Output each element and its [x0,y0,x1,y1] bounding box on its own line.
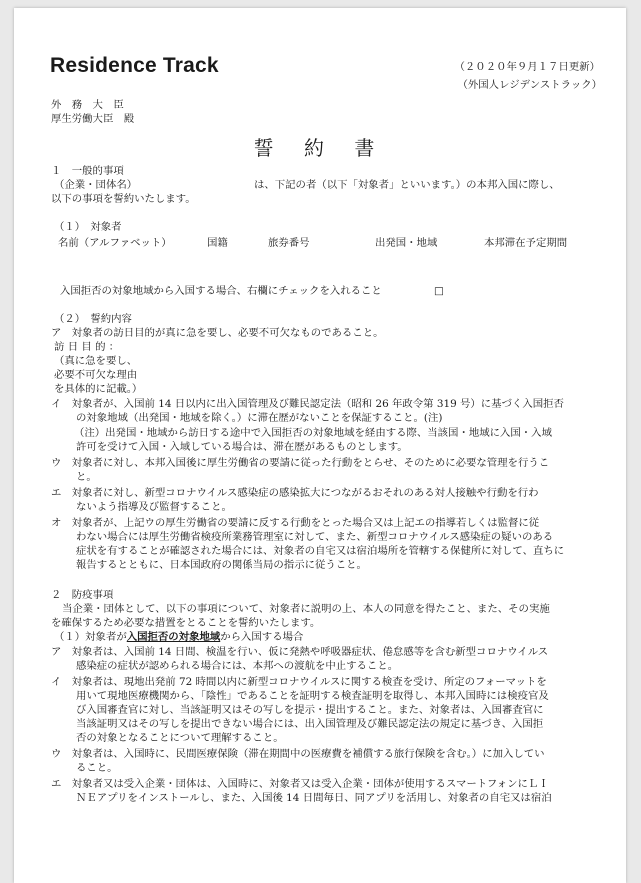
section-2-heading: ２ 防疫事項 [51,589,114,601]
s2-item-e-line-1: エ 対象者又は受入企業・団体は、入国時に、対象者又は受入企業・団体が使用するスマートフォンにＬＩ [51,778,549,790]
s2-item-i-line-1: イ 対象者は、現地出発前 72 時間以内に新型コロナウイルスに関する検査を受け、所定のフォーマットを [51,676,547,688]
s2-item-i-line-4: 当該証明又はその写しを提出できない場合には、出入国管理及び難民認定法の規定に基づき、入国拒 [76,718,544,730]
document-subtitle: （外国人レジデンストラック） [457,79,602,91]
note-line-1: （注）出発国・地域から訪日する途中で入国拒否の対象地域を経由する際、当該国・地域に入国・入域 [74,427,552,439]
s2-item-i-line-5: 否の対象となることについて理解すること。 [76,732,284,744]
s2-item-i-line-3: び入国審査官に対し、当該証明又はその写しを提示・提出すること。また、対象者は、入国審査官に [76,704,544,716]
column-name: 名前（アルファベット） [58,237,172,249]
column-departure: 出発国・地域 [375,237,438,249]
addressee-2: 厚生労働大臣 殿 [51,113,135,125]
item-i-line-2: の対象地域（出発国・地域を除く。）に滞在歴がないことを保証すること。(注) [76,412,443,424]
company-label: （企業・団体名） [54,179,138,191]
section-2-para-1: 当企業・団体として、以下の事項について、対象者に説明の上、本人の同意を得たこと、また、その実施 [62,603,550,615]
checkbox[interactable]: □ [434,285,444,297]
item-i-line-1: イ 対象者が、入国前 14 日以内に出入国管理及び難民認定法（昭和 26 年政令第 319 号）に基づく入国拒否 [51,398,564,410]
item-u-line-1: ウ 対象者に対し、本邦入国後に厚生労働省の要請に従った行動をとらせ、そのために必要な管理を行うこ [51,457,550,469]
brand-title: Residence Track [50,54,219,77]
s2-item-u-line-1: ウ 対象者は、入国時に、民間医療保険（滞在期間中の医療費を補償する旅行保険を含む。）に加入してい [51,748,545,760]
column-stay-period: 本邦滞在予定期間 [484,237,568,249]
item-o-line-3: 症状を有することが確認された場合には、対象者の自宅又は宿泊場所を管轄する保健所に対して、直ちに [76,545,565,557]
purpose-note-1: （真に急を要し、 [54,355,138,367]
intro-line-1: は、下記の者（以下「対象者」といいます。）の本邦入国に際し、 [254,179,560,191]
check-instruction: 入国拒否の対象地域から入国する場合、右欄にチェックを入れること [60,285,382,297]
purpose-label: 訪 日 目 的 ： [54,341,120,353]
item-e-line-1: エ 対象者に対し、新型コロナウイルス感染症の感染拡大につながるおそれのある対人接触や行動を行わ [51,487,539,499]
intro-line-2: 以下の事項を誓約いたします。 [51,193,196,205]
subject-heading: （１） 対象者 [54,221,122,233]
purpose-note-2: 必要不可欠な理由 [54,369,138,381]
document-page [14,8,626,883]
sub-heading-emphasis: 入国拒否の対象地域 [126,631,221,643]
section-2-sub-heading [54,630,303,644]
item-o-line-1: オ 対象者が、上記ウの厚生労働省の要請に反する行動をとった場合又は上記エの指導若しくは監督に従 [51,517,540,529]
s2-item-e-line-2: ＮＥアプリをインストールし、また、入国後 14 日間毎日、同アプリを活用し、対象者の自宅又は宿泊 [76,792,552,804]
item-u-line-2: と。 [76,471,97,483]
column-nationality: 国籍 [207,237,228,249]
s2-item-i-line-2: 用いて現地医療機関から、「陰性」であることを証明する検査証明を取得し、本邦入国時には検疫官及 [76,690,549,702]
page-title: 誓 約 書 [253,136,387,160]
s2-item-a-line-1: ア 対象者は、入国前 14 日間、検温を行い、仮に発熱や呼吸器症状、倦怠感等を含む新型コロナウイルス [51,646,549,658]
section-2-para-2: を確保するため必要な措置をとることを誓約いたします。 [51,617,321,629]
s2-item-u-line-2: ること。 [76,762,118,774]
sub-heading-prefix: （１）対象者が [54,631,127,643]
sub-heading-suffix: から入国する場合 [220,631,304,643]
item-o-line-2: わない場合には厚生労働省検疫所業務管理室に対して、また、新型コロナウイルス感染症の疑いのある [76,531,554,543]
s2-item-a-line-2: 感染症の症状が認められる場合には、本邦への渡航を中止すること。 [76,660,399,672]
note-line-2: 許可を受けて入国・入域している場合は、滞在歴があるものとします。 [76,441,408,453]
item-o-line-4: 報告するとともに、日本国政府の関係当局の指示に従うこと。 [76,559,367,571]
addressee-1: 外 務 大 臣 [51,99,124,111]
pledge-heading: （２） 誓約内容 [54,313,132,325]
item-a: ア 対象者の訪日目的が真に急を要し、必要不可欠なものであること。 [51,327,384,339]
update-date: （２０２０年９月１７日更新） [454,61,600,73]
purpose-note-3: を具体的に記載。） [54,383,143,395]
section-1-heading: １ 一般的事項 [51,165,124,177]
column-passport: 旅券番号 [268,237,310,249]
item-e-line-2: ないよう指導及び監督すること。 [76,501,232,513]
